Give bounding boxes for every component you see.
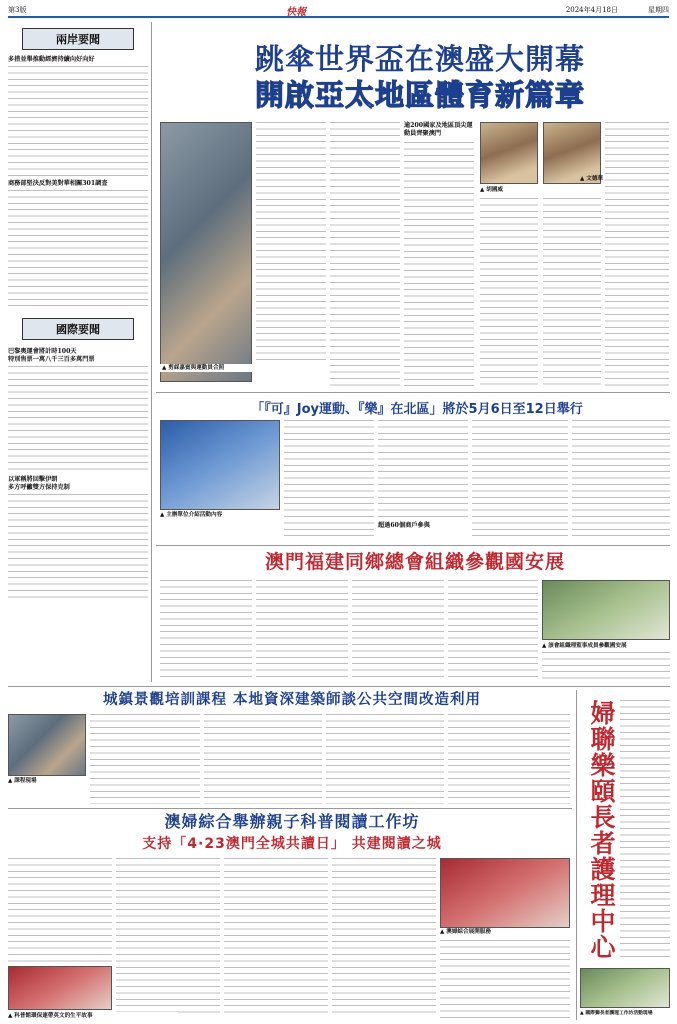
caption-skydive-group: ▲ 剪綵嘉賓與運動員合照 xyxy=(160,364,340,372)
fujian-body-5 xyxy=(542,652,670,682)
city-title: 城鎮景觀培訓課程 本地資深建築師談公共空間改造利用 xyxy=(102,692,482,708)
section-international: 國際要聞 xyxy=(22,318,134,340)
caption-reading-2: ▲ 澳婦綜合展開服務 xyxy=(440,929,491,935)
fujian-title: 澳門福建同鄉總會組織參觀國安展 xyxy=(264,551,565,573)
page-header xyxy=(8,4,669,18)
issue-date: 2024年4月18日 xyxy=(565,6,618,14)
joy-body-2 xyxy=(378,420,468,520)
joy-body xyxy=(284,420,374,540)
joy-subheading: 超過60個商戶參與 xyxy=(378,522,430,529)
elderly-center-body xyxy=(620,700,670,960)
joy-body-3 xyxy=(472,420,568,540)
divider-joy xyxy=(156,545,670,546)
divider-city xyxy=(8,808,572,809)
reading-body-5 xyxy=(440,940,570,1018)
caption-elderly-center: ▲ 國際獅長者護理工作坊活動現場 xyxy=(580,1010,653,1016)
skydive-title-sub xyxy=(170,78,670,112)
news-title-economy: 多措並舉推動經濟持續向好向好 xyxy=(8,56,95,63)
skydive-body-col3 xyxy=(404,142,474,387)
skydive-title-line1: 跳傘世界盃在澳盛大開幕 xyxy=(254,42,585,76)
skydive-title-main xyxy=(170,42,670,76)
divider-right xyxy=(576,690,577,1020)
news-title-olympics: 巴黎奧運會將計時100天 特別售票一萬八千三百多萬門票 xyxy=(8,348,95,363)
joy-body-4 xyxy=(572,420,670,540)
city-body-1 xyxy=(90,714,200,804)
skydive-subheading: 逾200國家及地區頂尖運動員齊聚澳門 xyxy=(404,122,473,137)
city-body-2 xyxy=(204,714,322,804)
reading-title: 澳婦綜合舉辦親子科普閱讀工作坊 xyxy=(164,812,420,831)
city-body-4 xyxy=(448,714,570,804)
news-body-economy xyxy=(8,66,148,176)
newspaper-brand: 快報 xyxy=(286,6,307,18)
reading-body-1 xyxy=(8,858,112,962)
fujian-photo xyxy=(542,580,670,640)
left-column xyxy=(8,22,148,682)
caption-joy: ▲ 主辦單位介紹活動內容 xyxy=(160,512,223,518)
reading-photo-2 xyxy=(440,858,570,928)
caption-city: ▲ 課程現場 xyxy=(8,778,37,784)
news-body-commerce xyxy=(8,190,148,308)
elderly-center-photo xyxy=(580,968,670,1008)
portrait-hu xyxy=(480,122,538,184)
skydive-title-line2: 開啟亞太地區體育新篇章 xyxy=(254,78,585,112)
city-body-3 xyxy=(326,714,444,804)
skydive-body-col2 xyxy=(330,122,400,387)
reading-photo-1 xyxy=(8,966,112,1010)
joy-photo xyxy=(160,420,280,510)
skydive-body-col5 xyxy=(543,198,601,388)
city-photo xyxy=(8,714,86,776)
divider-main-bottom xyxy=(8,686,670,687)
fujian-body-3 xyxy=(352,580,444,680)
caption-reading-1: ▲ 科普館環保連帶英文的生平故事 xyxy=(8,1012,178,1020)
fujian-body-1 xyxy=(160,580,252,680)
caption-fujian: ▲ 該會組織理監事成員參觀國安展 xyxy=(542,643,627,649)
caption-man: ▲ 文德華 xyxy=(580,176,604,182)
fujian-body-2 xyxy=(256,580,348,680)
section-cross-strait: 兩岸要聞 xyxy=(22,28,134,50)
skydive-body-col6 xyxy=(605,122,669,388)
news-title-commerce: 商務部堅決反對美對華相關301調查 xyxy=(8,180,108,187)
news-body-israel xyxy=(8,494,148,598)
news-title-israel: 以軍稱將回擊伊朗 多方呼籲雙方保持克制 xyxy=(8,476,70,491)
reading-subtitle: 支持「4·23澳門全城共讀日」 共建閱讀之城 xyxy=(142,836,442,852)
skydive-body-col4 xyxy=(480,198,538,388)
news-body-olympics xyxy=(8,366,148,470)
divider-skydive xyxy=(156,392,670,393)
divider-left xyxy=(151,22,152,682)
issue-weekday: 星期四 xyxy=(648,6,669,14)
reading-body-3 xyxy=(224,858,328,1018)
reading-body-2 xyxy=(116,858,220,1018)
fujian-body-4 xyxy=(448,580,538,680)
skydive-group-photo xyxy=(160,122,252,382)
page-number: 第3版 xyxy=(8,6,27,14)
skydive-body-col1 xyxy=(256,122,326,362)
caption-hu: ▲ 胡國威 xyxy=(480,187,504,193)
reading-body-4 xyxy=(332,858,436,1018)
joy-title: 「『可』Joy運動、『樂』在北區」將於5月6日至12日舉行 xyxy=(251,402,583,417)
elderly-center-title: 婦聯樂頤長者護理中心 xyxy=(587,700,616,960)
